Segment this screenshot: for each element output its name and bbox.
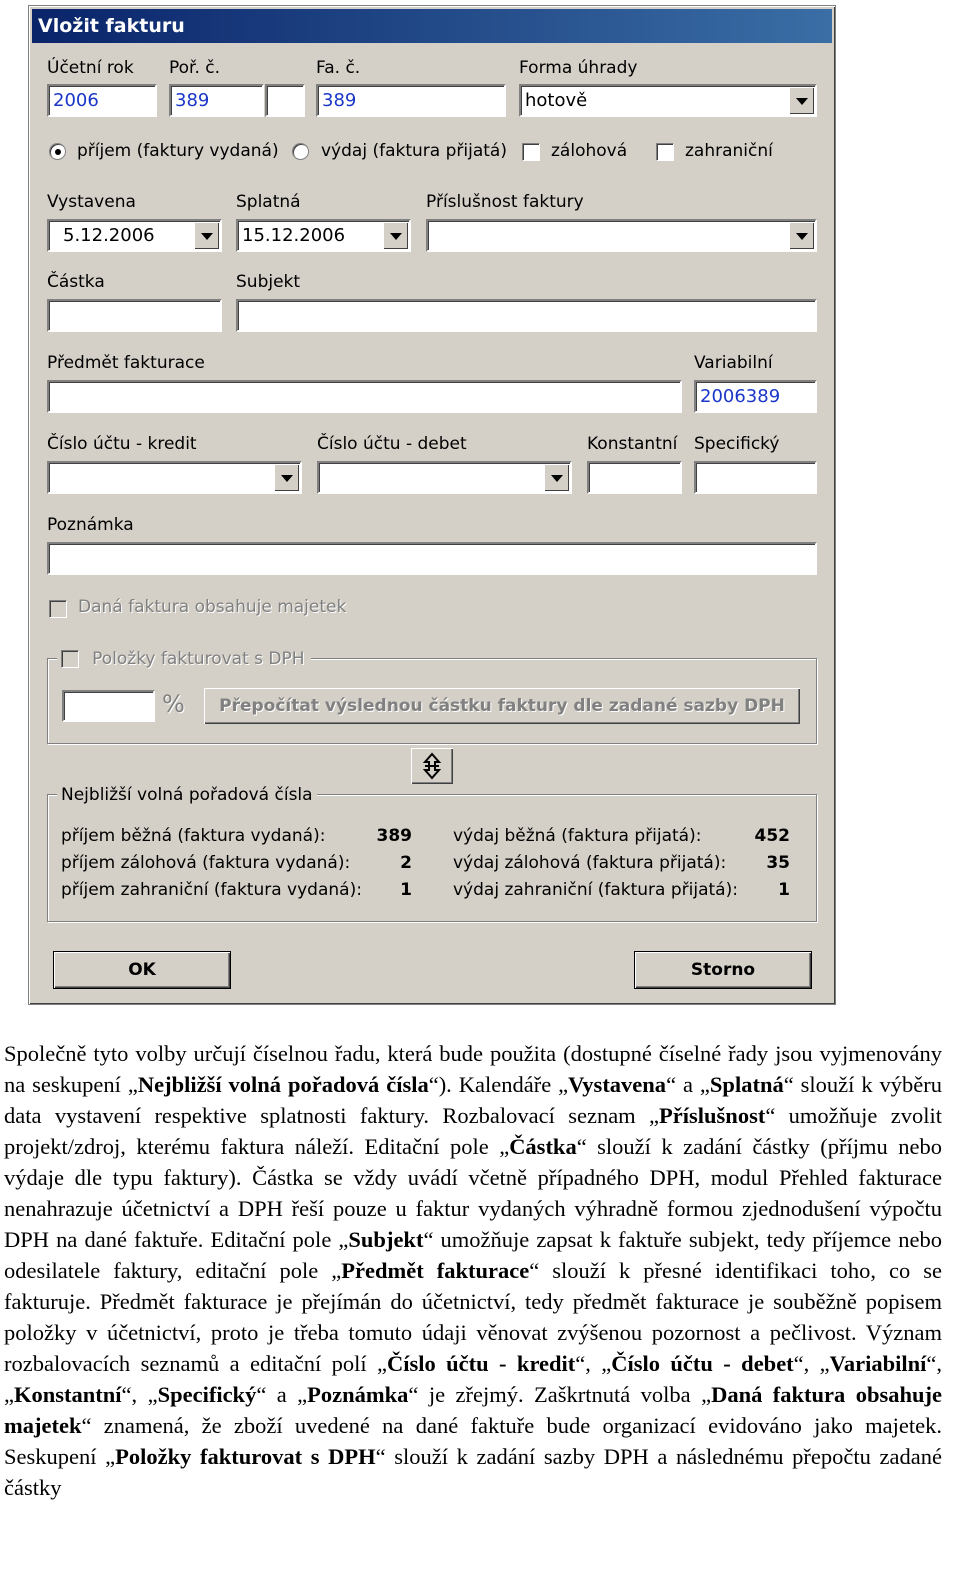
prislusnost-select[interactable] xyxy=(426,219,817,252)
chevron-down-icon[interactable] xyxy=(789,87,814,114)
nejblizsi-left-2-label: příjem zahraniční (faktura vydaná): xyxy=(61,880,362,900)
specificky-input[interactable] xyxy=(694,461,817,494)
nejblizsi-left-1-label: příjem zálohová (faktura vydaná): xyxy=(61,853,351,873)
text-bold: Splatná xyxy=(709,1072,784,1097)
label-ucet-debet: Číslo účtu - debet xyxy=(317,434,467,454)
label-por-c: Poř. č. xyxy=(169,58,221,78)
text-segment: “ umožňuje zvolit projekt/zdroj, kterému faktura náleží. Editační pole „ xyxy=(4,1103,943,1159)
text-bold: Číslo účtu - kredit xyxy=(387,1351,576,1376)
predmet-input[interactable] xyxy=(47,380,682,413)
label-forma-uhrady: Forma úhrady xyxy=(519,58,638,78)
text-bold: Příslušnost xyxy=(659,1103,766,1128)
por-c-input[interactable]: 389 xyxy=(169,84,264,117)
castka-input[interactable] xyxy=(47,299,222,332)
radio-prijem[interactable] xyxy=(49,143,66,160)
chevron-down-icon[interactable] xyxy=(544,464,569,491)
nejblizsi-right-2-label: výdaj zahraniční (faktura přijatá): xyxy=(453,880,738,900)
text-segment: “ a „ xyxy=(666,1072,710,1097)
nejblizsi-right-0-value: 452 xyxy=(754,826,790,846)
checkbox-majetek[interactable] xyxy=(49,600,67,618)
label-fa-c: Fa. č. xyxy=(316,58,361,78)
invoice-dialog xyxy=(28,5,836,1005)
nejblizsi-right-1-value: 35 xyxy=(766,853,790,873)
label-konstantni: Konstantní xyxy=(587,434,678,454)
konstantni-input[interactable] xyxy=(587,461,682,494)
dph-group-header xyxy=(57,648,311,670)
forma-uhrady-select[interactable] xyxy=(519,84,817,117)
expand-collapse-button[interactable] xyxy=(411,748,453,784)
checkbox-zahranicni[interactable] xyxy=(656,143,674,161)
chevron-down-icon[interactable] xyxy=(274,464,299,491)
nejblizsi-left-1-value: 2 xyxy=(400,853,412,873)
por-c-suffix-input[interactable] xyxy=(265,84,305,117)
dph-rate-input[interactable] xyxy=(62,690,155,722)
text-bold: Poznámka xyxy=(307,1382,409,1407)
ok-button[interactable]: OK xyxy=(53,951,231,989)
label-castka: Částka xyxy=(47,272,105,292)
label-poznamka: Poznámka xyxy=(47,515,134,535)
text-bold: Daná faktura obsahuje majetek xyxy=(4,1382,942,1438)
expand-collapse-icon xyxy=(419,752,445,780)
label-prijem: příjem (faktury vydaná) xyxy=(77,141,279,161)
ucetni-rok-input[interactable]: 2006 xyxy=(47,84,157,117)
label-subjekt: Subjekt xyxy=(236,272,301,292)
nejblizsi-right-1-label: výdaj zálohová (faktura přijatá): xyxy=(453,853,727,873)
poznamka-input[interactable] xyxy=(47,542,817,575)
text-segment: “ slouží k výběru data vystavení respektive splatnosti faktury. Rozbalovací seznam „ xyxy=(4,1072,943,1128)
label-ucetni-rok: Účetní rok xyxy=(47,58,134,78)
description-paragraph xyxy=(4,1038,942,1503)
text-segment: “, „ xyxy=(121,1382,158,1407)
text-bold: Subjekt xyxy=(348,1227,424,1252)
text-bold: Vystavena xyxy=(568,1072,667,1097)
subjekt-input[interactable] xyxy=(236,299,817,332)
checkbox-zalohova[interactable] xyxy=(522,143,540,161)
text-bold: Číslo účtu - debet xyxy=(611,1351,794,1376)
fa-c-input[interactable]: 389 xyxy=(316,84,506,117)
text-bold: Předmět fakturace xyxy=(341,1258,530,1283)
nejblizsi-right-2-value: 1 xyxy=(778,880,790,900)
text-segment: “ slouží k zadání částky (příjmu nebo výdaje dle typu faktury). Částka se vždy uvádí včetně případného DPH, modul Přehled fakturace nenahrazuje účetnictví a DPH řeší pouze u faktur vydaných výhradně formou zjednodušení výpočtu DPH na dané faktuře. Editační pole „ xyxy=(4,1134,942,1252)
splatna-value: 15.12.2006 xyxy=(242,225,346,246)
chevron-down-icon[interactable] xyxy=(383,222,408,249)
nejblizsi-title: Nejbližší volná pořadová čísla xyxy=(57,785,317,805)
text-bold: Nejbližší volná pořadová čísla xyxy=(137,1072,429,1097)
label-polozky-dph: Položky fakturovat s DPH xyxy=(92,648,305,669)
ucet-debet-select[interactable] xyxy=(317,461,572,494)
checkbox-polozky-dph[interactable] xyxy=(61,650,79,668)
text-segment: “, „ xyxy=(793,1351,830,1376)
label-majetek: Daná faktura obsahuje majetek xyxy=(78,597,347,617)
label-variabilni: Variabilní xyxy=(694,353,773,373)
variabilni-input[interactable]: 2006389 xyxy=(694,380,817,413)
text-segment: “, „ xyxy=(575,1351,612,1376)
label-vydaj: výdaj (faktura přijatá) xyxy=(321,141,507,161)
vystavena-date-picker[interactable] xyxy=(47,219,222,252)
label-zalohova: zálohová xyxy=(551,141,628,161)
text-segment: “ a „ xyxy=(256,1382,308,1407)
radio-vydaj[interactable] xyxy=(292,143,309,160)
text-segment: “). Kalendáře „ xyxy=(428,1072,569,1097)
text-bold: Konstantní xyxy=(14,1382,122,1407)
prepocitat-button[interactable]: Přepočítat výslednou částku faktury dle zadané sazby DPH xyxy=(204,688,800,724)
text-segment: “ je zřejmý. Zaškrtnutá volba „ xyxy=(408,1382,712,1407)
text-segment: “, „ xyxy=(4,1351,942,1407)
text-segment: “ znamená, že zboží uvedené na dané faktuře bude organizací evidováno jako majetek. Seskupení „ xyxy=(4,1413,942,1469)
text-bold: Specifický xyxy=(157,1382,257,1407)
label-zahranicni: zahraniční xyxy=(685,141,773,161)
text-segment: “ slouží k zadání sazby DPH a následnému přepočtu zadané částky xyxy=(4,1444,942,1500)
nejblizsi-left-2-value: 1 xyxy=(400,880,412,900)
label-specificky: Specifický xyxy=(694,434,780,454)
label-ucet-kredit: Číslo účtu - kredit xyxy=(47,434,197,454)
label-predmet: Předmět fakturace xyxy=(47,353,205,373)
ucet-kredit-select[interactable] xyxy=(47,461,302,494)
storno-button[interactable]: Storno xyxy=(634,951,812,989)
label-vystavena: Vystavena xyxy=(47,192,136,212)
text-segment: “ umožňuje zapsat k faktuře subjekt, tedy příjemce nebo odesilatele faktury, editační pole „ xyxy=(4,1227,942,1283)
forma-uhrady-value: hotově xyxy=(525,90,588,111)
window-title: Vložit fakturu xyxy=(32,9,832,43)
text-segment: “ slouží k přesné identifikaci toho, co se fakturuje. Předmět fakturace je přejímán do účetnictví, tedy předmět fakturace je souběžně popisem položky v účetnictví, proto je třeba tomuto údaji věnovat zvýšenou pozornost a pečlivost. Význam rozbalovacích seznamů a editační polí „ xyxy=(4,1258,942,1376)
text-bold: Položky fakturovat s DPH xyxy=(115,1444,376,1469)
text-bold: Variabilní xyxy=(829,1351,927,1376)
nejblizsi-left-0-value: 389 xyxy=(376,826,412,846)
percent-label: % xyxy=(162,690,185,718)
nejblizsi-right-0-label: výdaj běžná (faktura přijatá): xyxy=(453,826,702,846)
text-segment: Společně tyto volby určují číselnou řadu, která bude použita (dostupné číselné řady jsou vyjmenovány na seskupení „ xyxy=(4,1041,942,1097)
vystavena-value: 5.12.2006 xyxy=(63,225,155,246)
text-bold: Částka xyxy=(509,1134,577,1159)
chevron-down-icon[interactable] xyxy=(789,222,814,249)
splatna-date-picker[interactable] xyxy=(236,219,411,252)
label-prislusnost: Příslušnost faktury xyxy=(426,192,584,212)
nejblizsi-left-0-label: příjem běžná (faktura vydaná): xyxy=(61,826,326,846)
label-splatna: Splatná xyxy=(236,192,301,212)
chevron-down-icon[interactable] xyxy=(194,222,219,249)
